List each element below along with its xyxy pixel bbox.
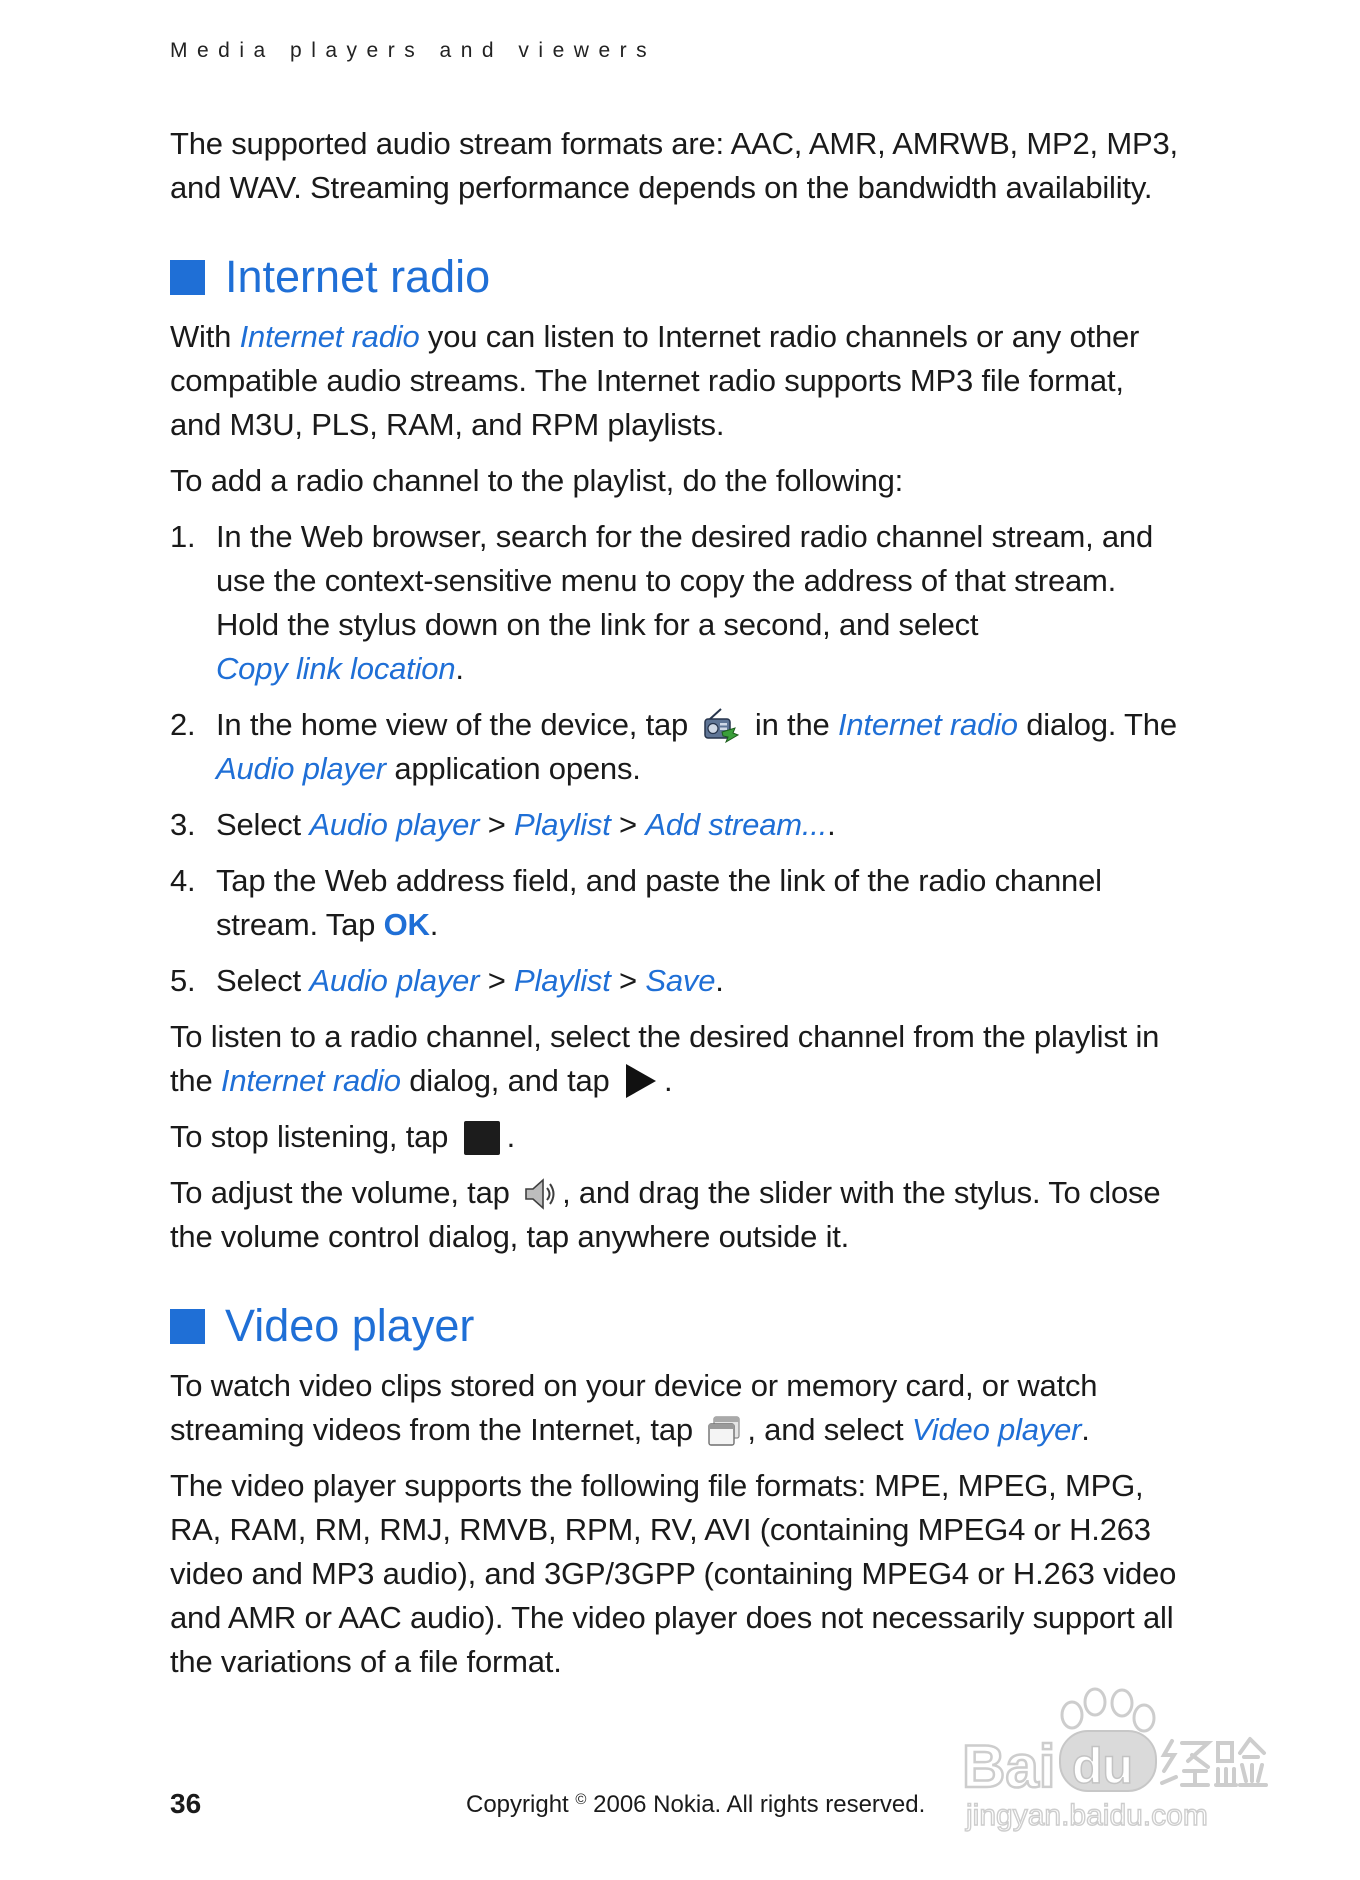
step-text-part: in the	[746, 707, 838, 742]
page-number: 36	[170, 1788, 202, 1819]
ui-term-internet-radio: Internet radio	[837, 707, 1018, 742]
watermark-url: jingyan.baidu.com	[966, 1799, 1208, 1832]
baidu-jingyan-watermark	[960, 1685, 1280, 1835]
internet-radio-description	[170, 315, 1180, 447]
paragraph-text: dialog, and tap	[400, 1063, 619, 1098]
ui-term-audio-player: Audio player	[309, 963, 480, 998]
menu-path-separator: >	[610, 807, 646, 842]
ui-term-internet-radio: Internet radio	[239, 319, 420, 354]
intro-paragraph: The supported audio stream formats are: AAC, AMR, AMRWB, MP2, MP3, and WAV. Streaming performance depends on the bandwidth availability.	[170, 126, 1178, 205]
add-channel-lead-in: To add a radio channel to the playlist, do the following:	[170, 463, 904, 498]
step-text-end: .	[827, 807, 836, 842]
video-formats-paragraph: The video player supports the following file formats: MPE, MPEG, MPG, RA, RAM, RM, RMJ, RMVB, RPM, RV, AVI (containing MPEG4 or H.263 video and MP3 audio), and 3GP/3GPP (containing MPEG4 or H.263 video and AMR or AAC audio). The video player does not necessarily support all the variations of a file format.	[170, 1468, 1177, 1679]
running-header: Media players and viewers	[170, 39, 657, 62]
step-text-part: Tap the Web address field, and paste the link of the radio channel stream. Tap	[216, 863, 1102, 942]
section-heading-video-player	[170, 1301, 1180, 1351]
internet-radio-icon	[702, 706, 740, 744]
step-text	[216, 959, 1180, 1003]
paragraph-text-end: .	[506, 1119, 516, 1154]
video-player-icon	[707, 1415, 741, 1449]
list-item-step-3	[170, 803, 1180, 847]
ui-term-copy-link-location: Copy link location	[216, 651, 456, 686]
step-number: 2.	[170, 707, 196, 742]
step-text-part: Select	[216, 963, 310, 998]
step-text-part: In the home view of the device, tap	[216, 707, 697, 742]
menu-path-separator: >	[479, 807, 515, 842]
page-body	[170, 122, 1180, 1696]
watermark-brand-bai: Bai	[962, 1733, 1056, 1800]
section-heading-internet-radio	[170, 252, 1180, 302]
volume-paragraph	[170, 1171, 1180, 1259]
ui-term-ok-button: OK	[383, 907, 430, 942]
step-text	[216, 515, 1180, 691]
play-icon	[624, 1062, 658, 1100]
paragraph-text-end: .	[664, 1063, 673, 1098]
watermark-cjk-glyphs	[1162, 1739, 1266, 1785]
step-text-part: application opens.	[385, 751, 641, 786]
ui-term-internet-radio: Internet radio	[220, 1063, 401, 1098]
add-channel-steps	[170, 515, 1180, 1003]
section-heading-text: Video player	[225, 1300, 475, 1351]
ui-term-audio-player: Audio player	[216, 751, 386, 786]
ui-term-playlist: Playlist	[514, 807, 611, 842]
heading-bullet-square	[170, 260, 205, 295]
step-text	[216, 703, 1180, 791]
listen-paragraph	[170, 1015, 1180, 1103]
step-text	[216, 803, 1180, 847]
paragraph-text-end: .	[1081, 1412, 1090, 1447]
step-number: 1.	[170, 519, 196, 554]
copyright-notice	[466, 1789, 925, 1821]
step-text	[216, 859, 1180, 947]
copyright-text: 2006 Nokia. All rights reserved.	[586, 1791, 926, 1818]
ui-term-audio-player: Audio player	[309, 807, 480, 842]
step-text-end: .	[715, 963, 724, 998]
step-text-part: Select	[216, 807, 310, 842]
menu-path-separator: >	[479, 963, 515, 998]
copyright-symbol: ©	[575, 1791, 587, 1808]
list-item-step-5	[170, 959, 1180, 1003]
list-item-step-2	[170, 703, 1180, 791]
list-item-step-1	[170, 515, 1180, 691]
stop-icon	[463, 1120, 501, 1156]
menu-path-separator: >	[610, 963, 646, 998]
step-text-end: .	[429, 907, 439, 942]
ui-term-playlist: Playlist	[514, 963, 611, 998]
speaker-icon	[524, 1176, 556, 1212]
stop-paragraph	[170, 1115, 1180, 1159]
step-number: 4.	[170, 863, 196, 898]
step-text-part: In the Web browser, search for the desired radio channel stream, and use the context-sensitive menu to copy the address of that stream. Hold the stylus down on the link for a second, and select	[216, 519, 1154, 642]
step-text-part: dialog. The	[1017, 707, 1177, 742]
list-item-step-4	[170, 859, 1180, 947]
paragraph-text: To adjust the volume, tap	[170, 1175, 519, 1210]
paragraph-text: With	[170, 319, 240, 354]
ui-term-save: Save	[645, 963, 716, 998]
paragraph-text: , and select	[747, 1412, 912, 1447]
paragraph-text: To stop listening, tap	[170, 1119, 457, 1154]
section-heading-text: Internet radio	[225, 251, 491, 302]
step-text-end: .	[455, 651, 464, 686]
ui-term-video-player: Video player	[911, 1412, 1082, 1447]
paragraph-text: To listen to a radio channel, select the desired channel from the playlist in the	[170, 1019, 1160, 1098]
ui-term-add-stream: Add stream...	[645, 807, 828, 842]
video-player-intro	[170, 1364, 1180, 1452]
paragraph-text: To watch video clips stored on your device or memory card, or watch streaming videos from the Internet, tap	[170, 1368, 1098, 1447]
paragraph-text: , and drag the slider with the stylus. To close the volume control dialog, tap anywhere outside it.	[170, 1175, 1161, 1254]
heading-bullet-square	[170, 1309, 205, 1344]
paragraph-text: you can listen to Internet radio channels or any other compatible audio streams. The Internet radio supports MP3 file format, and M3U, PLS, RAM, and RPM playlists.	[170, 319, 1140, 442]
watermark-brand-du: du	[1072, 1738, 1134, 1794]
step-number: 3.	[170, 807, 196, 842]
step-number: 5.	[170, 963, 196, 998]
copyright-text: Copyright	[466, 1791, 576, 1818]
